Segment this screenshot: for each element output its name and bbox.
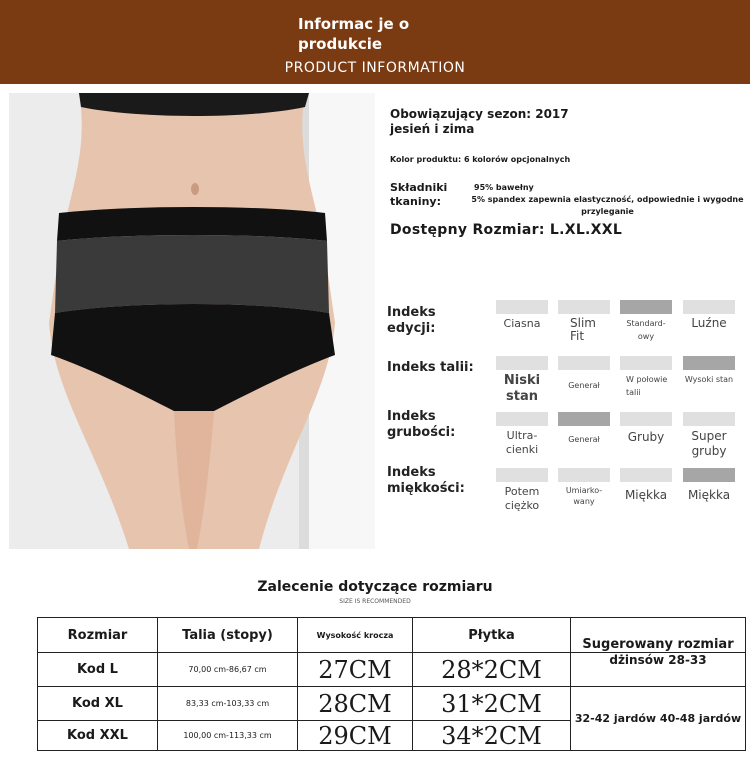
index-option-label: Ultra-cienki	[505, 429, 539, 456]
index-bar	[620, 412, 672, 426]
fabric-line-1: 95% bawełny	[474, 183, 534, 192]
index-option	[683, 356, 735, 386]
index-option	[496, 300, 548, 330]
index-option	[620, 300, 672, 343]
index-option-label: Generał	[568, 381, 600, 390]
index-option	[558, 412, 610, 446]
index-bar	[620, 300, 672, 314]
recommendation-title: Zalecenie dotyczące rozmiaru	[257, 579, 493, 595]
row-rise: 29CM	[298, 721, 413, 751]
header-banner	[0, 0, 750, 84]
table-row	[38, 687, 746, 721]
index-bar	[620, 468, 672, 482]
row-suggest: dżinsów 28-33	[571, 653, 746, 687]
index-bar	[558, 356, 610, 370]
index-option	[496, 356, 548, 405]
index-bar	[683, 300, 735, 314]
index-label: Indeks talii:	[387, 360, 474, 375]
row-plate: 28*2CM	[413, 653, 571, 687]
table-row	[38, 653, 746, 687]
index-bar	[496, 300, 548, 314]
index-bar	[620, 356, 672, 370]
index-bar	[496, 468, 548, 482]
row-rise: 27CM	[298, 653, 413, 687]
index-option-label: Gruby	[627, 430, 665, 444]
index-bar	[683, 468, 735, 482]
season-text: Obowiązujący sezon: 2017 jesień i zima	[390, 107, 569, 136]
index-bar	[683, 356, 735, 370]
row-rise: 28CM	[298, 687, 413, 721]
index-label: Indeks edycji:	[387, 305, 436, 336]
index-option-label: Miękka	[624, 488, 668, 502]
index-option-label: Miękka	[687, 488, 731, 502]
index-option	[620, 356, 672, 399]
available-sizes: Dostępny Rozmiar: L.XL.XXL	[390, 222, 623, 238]
row-waist: 100,00 cm-113,33 cm	[158, 721, 298, 751]
index-option-label: Generał	[568, 435, 600, 444]
row-plate: 31*2CM	[413, 687, 571, 721]
index-bar	[496, 356, 548, 370]
index-option-label: Ciasna	[503, 317, 541, 330]
row-size: Kod XL	[38, 687, 158, 721]
header-rise: Wysokość krocza	[298, 618, 413, 653]
product-photo	[9, 93, 375, 549]
index-label: Indeks grubości:	[387, 409, 456, 440]
index-option	[558, 468, 610, 507]
size-table	[37, 617, 746, 751]
header-title: Informac je o produkcie	[298, 15, 410, 53]
index-option	[558, 300, 610, 343]
row-size: Kod XXL	[38, 721, 158, 751]
row-suggest: 32-42 jardów 40-48 jardów	[571, 687, 746, 751]
index-option-label: Umiarko-wany	[565, 486, 603, 506]
row-plate: 34*2CM	[413, 721, 571, 751]
index-option-label: W połowie talii	[626, 375, 668, 397]
row-waist: 70,00 cm-86,67 cm	[158, 653, 298, 687]
index-option	[683, 468, 735, 502]
index-bar	[683, 412, 735, 426]
index-bar	[558, 300, 610, 314]
row-waist: 83,33 cm-103,33 cm	[158, 687, 298, 721]
color-text: Kolor produktu: 6 kolorów opcjonalnych	[390, 155, 571, 164]
index-option-label: Potem ciężko	[504, 485, 540, 512]
header-size: Rozmiar	[38, 618, 158, 653]
header-subtitle: PRODUCT INFORMATION	[284, 60, 466, 76]
index-option	[496, 412, 548, 457]
index-option-label: Niski stan	[503, 373, 541, 404]
index-option-label: Wysoki stan	[684, 375, 734, 384]
fabric-line-2: 5% spandex zapewnia elastyczność, odpowiednie i wygodne przyleganie	[471, 195, 744, 216]
index-option-label: Standard-owy	[626, 319, 666, 341]
fabric-label: Składniki tkaniny:	[390, 181, 448, 208]
header-suggest: Sugerowany rozmiar	[571, 618, 746, 653]
index-label: Indeks miękkości:	[387, 465, 465, 496]
index-option-label: Luźne	[691, 316, 727, 330]
index-option	[620, 412, 672, 444]
index-option-label: Super gruby	[691, 429, 727, 458]
index-option	[558, 356, 610, 392]
product-photo-illustration	[9, 93, 375, 549]
fabric-values	[470, 182, 745, 218]
index-bar	[558, 412, 610, 426]
table-header-row	[38, 618, 746, 653]
index-option	[683, 300, 735, 330]
header-waist: Talia (stopy)	[158, 618, 298, 653]
header-plate: Płytka	[413, 618, 571, 653]
index-option	[683, 412, 735, 459]
index-option	[620, 468, 672, 502]
row-size: Kod L	[38, 653, 158, 687]
index-option	[496, 468, 548, 513]
recommendation-subtitle: SIZE IS RECOMMENDED	[339, 598, 411, 605]
index-bar	[558, 468, 610, 482]
index-option-label: Slim Fit	[570, 316, 596, 343]
index-bar	[496, 412, 548, 426]
